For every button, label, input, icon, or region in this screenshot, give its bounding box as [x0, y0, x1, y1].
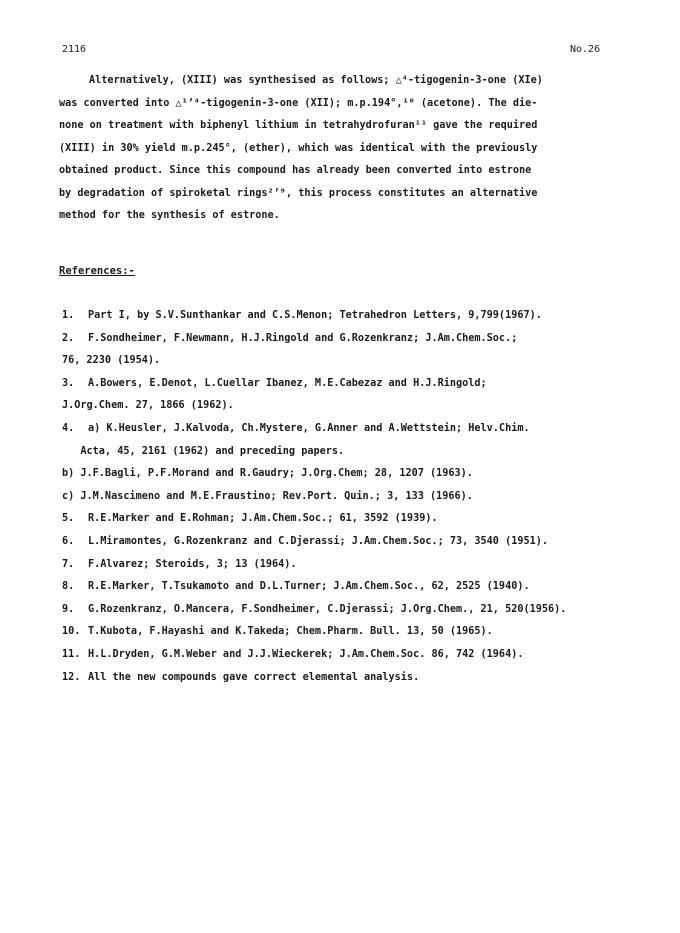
reference-text: Part I, by S.V.Sunthankar and C.S.Menon; Tetrahedron Letters, 9,799(1967).: [88, 310, 542, 321]
body-line: was converted into △¹ʼ⁴-tigogenin-3-one (XII); m.p.194°,¹⁰ (acetone). The die-: [59, 97, 538, 109]
reference-text: R.E.Marker, T.Tsukamoto and D.L.Turner; J.Am.Chem.Soc., 62, 2525 (1940).: [88, 581, 530, 593]
reference-text: A.Bowers, E.Denot, L.Cuellar Ibanez, M.E.Cabezaz and H.J.Ringold;: [88, 377, 487, 389]
reference-item: [62, 554, 662, 577]
body-line: Alternatively, (XIII) was synthesised as follows; △⁴-tigogenin-3-one (XIe): [89, 75, 543, 86]
reference-subitem: [62, 486, 662, 509]
body-line: (XIII) in 30% yield m.p.245°, (ether), which was identical with the previously: [59, 142, 538, 154]
reference-number: 10.: [62, 626, 81, 638]
body-line: by degradation of spiroketal rings²ʼ⁹, this process constitutes an alternative: [59, 187, 538, 199]
references-heading: References:-: [59, 265, 135, 277]
references-list: [62, 305, 662, 689]
reference-item: [62, 373, 662, 396]
reference-number: 4.: [62, 422, 75, 434]
reference-item: [62, 305, 662, 328]
body-line: obtained product. Since this compound has already been converted into estrone: [59, 165, 532, 176]
reference-item: [62, 621, 662, 644]
reference-text: a) K.Heusler, J.Kalvoda, Ch.Mystere, G.Anner and A.Wettstein; Helv.Chim.: [88, 422, 530, 434]
reference-item: [62, 418, 662, 441]
reference-item: [62, 508, 662, 531]
reference-text: F.Alvarez; Steroids, 3; 13 (1964).: [88, 558, 297, 570]
reference-number: 2.: [62, 332, 75, 344]
reference-text: F.Sondheimer, F.Newmann, H.J.Ringold and G.Rozenkranz; J.Am.Chem.Soc.;: [88, 332, 518, 344]
reference-text: L.Miramontes, G.Rozenkranz and C.Djerassi; J.Am.Chem.Soc.; 73, 3540 (1951).: [88, 535, 549, 547]
reference-text: G.Rozenkranz, O.Mancera, F.Sondheimer, C.Djerassi; J.Org.Chem., 21, 520(1956).: [88, 603, 567, 615]
reference-item: [62, 599, 662, 622]
reference-continuation: 76, 2230 (1954).: [62, 355, 161, 367]
reference-text: H.L.Dryden, G.M.Weber and J.J.Wieckerek; J.Am.Chem.Soc. 86, 742 (1964).: [88, 648, 524, 660]
body-line: none on treatment with biphenyl lithium in tetrahydrofuran¹¹ gave the required: [59, 120, 538, 131]
reference-number: 3.: [62, 377, 75, 389]
reference-number: 9.: [62, 603, 75, 615]
body-paragraph: [59, 70, 604, 228]
reference-number: 6.: [62, 535, 75, 547]
reference-text: T.Kubota, F.Hayashi and K.Takeda; Chem.Pharm. Bull. 13, 50 (1965).: [88, 626, 493, 638]
reference-item: [62, 644, 662, 667]
reference-text: All the new compounds gave correct elemental analysis.: [88, 671, 420, 683]
reference-number: 8.: [62, 581, 75, 593]
page-number: 2116: [62, 44, 87, 55]
reference-item: [62, 328, 662, 351]
reference-number: 5.: [62, 513, 75, 525]
reference-number: 1.: [62, 310, 75, 321]
reference-text: c) J.M.Nascimeno and M.E.Fraustino; Rev.Port. Quin.; 3, 133 (1966).: [62, 490, 473, 502]
reference-continuation: Acta, 45, 2161 (1962) and preceding papers.: [62, 445, 345, 457]
reference-text: R.E.Marker and E.Rohman; J.Am.Chem.Soc.; 61, 3592 (1939).: [88, 513, 438, 525]
reference-number: 12.: [62, 671, 81, 683]
reference-continuation: J.Org.Chem. 27, 1866 (1962).: [62, 400, 234, 412]
reference-item: [62, 667, 662, 690]
reference-subitem: [62, 463, 662, 486]
body-line: method for the synthesis of estrone.: [59, 210, 280, 221]
reference-item: [62, 531, 662, 554]
reference-number: 11.: [62, 648, 81, 660]
issue-number: No.26: [570, 44, 601, 55]
reference-text: b) J.F.Bagli, P.F.Morand and R.Gaudry; J.Org.Chem; 28, 1207 (1963).: [62, 468, 473, 480]
reference-number: 7.: [62, 558, 75, 570]
reference-item: [62, 576, 662, 599]
